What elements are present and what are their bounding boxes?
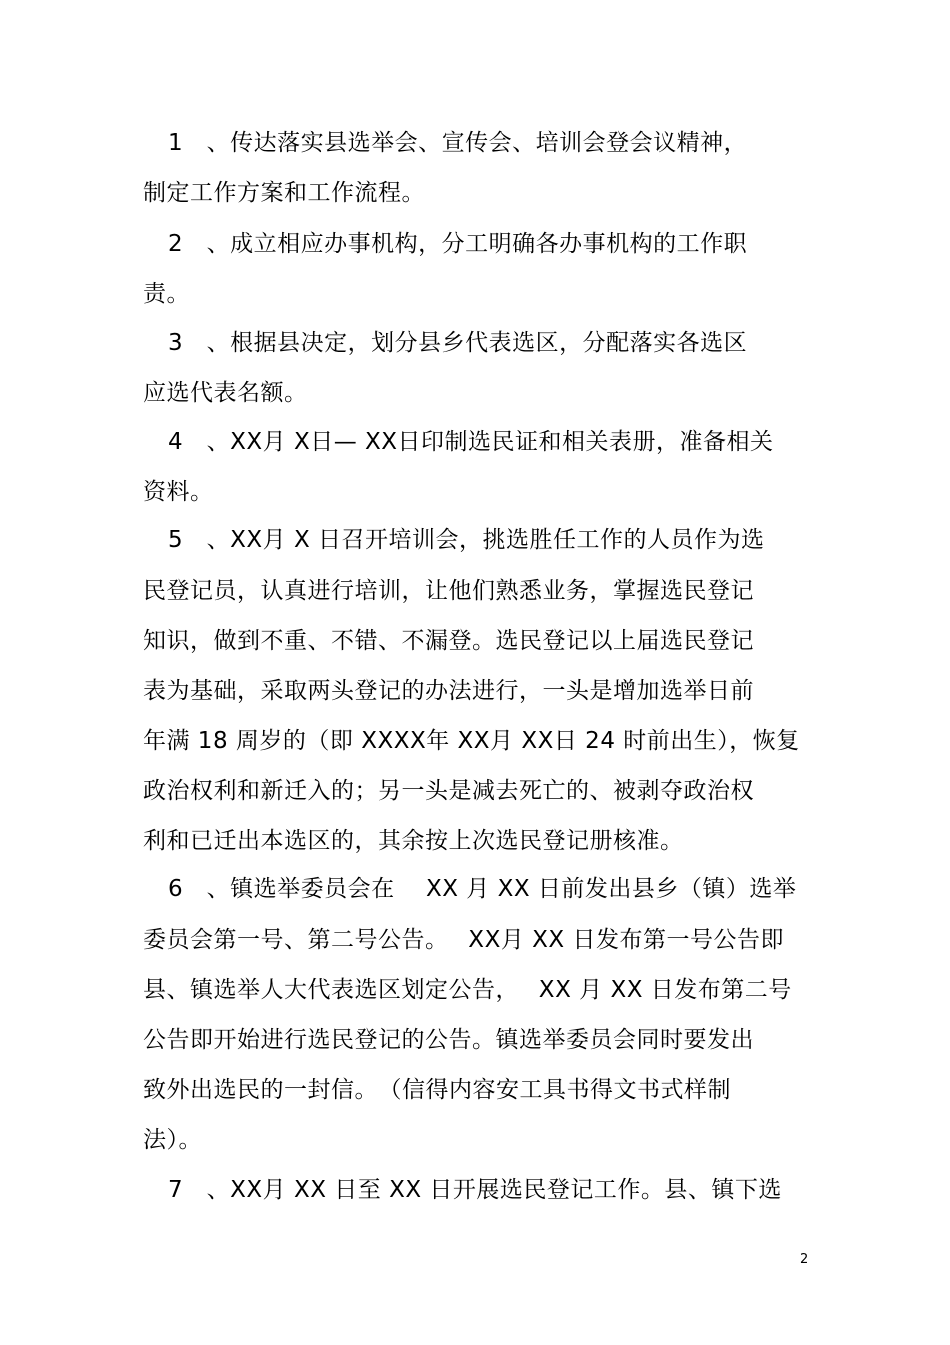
- paragraph-line: 表为基础，采取两头登记的办法进行，一头是增加选举日前: [143, 678, 754, 704]
- paragraph-line: 知识，做到不重、不错、不漏登。选民登记以上届选民登记: [143, 628, 754, 654]
- paragraph-line: 7 、XX月 XX 日至 XX 日开展选民登记工作。县、镇下选: [168, 1177, 782, 1203]
- paragraph-line: 致外出选民的一封信。 （信得内容安工具书得文书式样制: [143, 1077, 731, 1103]
- paragraph-line: 责。: [143, 281, 190, 307]
- paragraph-line: 委员会第一号、第二号公告。 XX月 XX 日发布第一号公告即: [143, 927, 784, 953]
- paragraph-line: 2 、成立相应办事机构，分工明确各办事机构的工作职: [168, 231, 748, 257]
- paragraph-line: 3 、根据县决定，划分县乡代表选区，分配落实各选区: [168, 330, 748, 356]
- paragraph-line: 5 、XX月 X 日召开培训会，挑选胜任工作的人员作为选: [168, 527, 765, 553]
- page-number: 2: [800, 1252, 809, 1267]
- paragraph-line: 县、镇选举人大代表选区划定公告， XX 月 XX 日发布第二号: [143, 977, 792, 1003]
- paragraph-line: 法）。: [143, 1127, 202, 1153]
- paragraph-line: 公告即开始进行选民登记的公告。镇选举委员会同时要发出: [143, 1027, 754, 1053]
- paragraph-line: 1 、传达落实县选举会、宣传会、培训会登会议精神，: [168, 130, 748, 156]
- paragraph-line: 制定工作方案和工作流程。: [143, 180, 425, 206]
- paragraph-line: 4 、XX月 X日— XX日印制选民证和相关表册，准备相关: [168, 429, 774, 455]
- paragraph-line: 年满 18 周岁的（即 XXXX年 XX月 XX日 24 时前出生），恢复: [143, 728, 800, 754]
- paragraph-line: 利和已迁出本选区的，其余按上次选民登记册核准。: [143, 828, 684, 854]
- paragraph-line: 政治权利和新迁入的；另一头是减去死亡的、被剥夺政治权: [143, 778, 754, 804]
- paragraph-line: 民登记员，认真进行培训，让他们熟悉业务，掌握选民登记: [143, 578, 754, 604]
- paragraph-line: 应选代表名额。: [143, 380, 308, 406]
- paragraph-line: 资料。: [143, 479, 214, 505]
- paragraph-line: 6 、镇选举委员会在 XX 月 XX 日前发出县乡（镇）选举: [168, 876, 797, 902]
